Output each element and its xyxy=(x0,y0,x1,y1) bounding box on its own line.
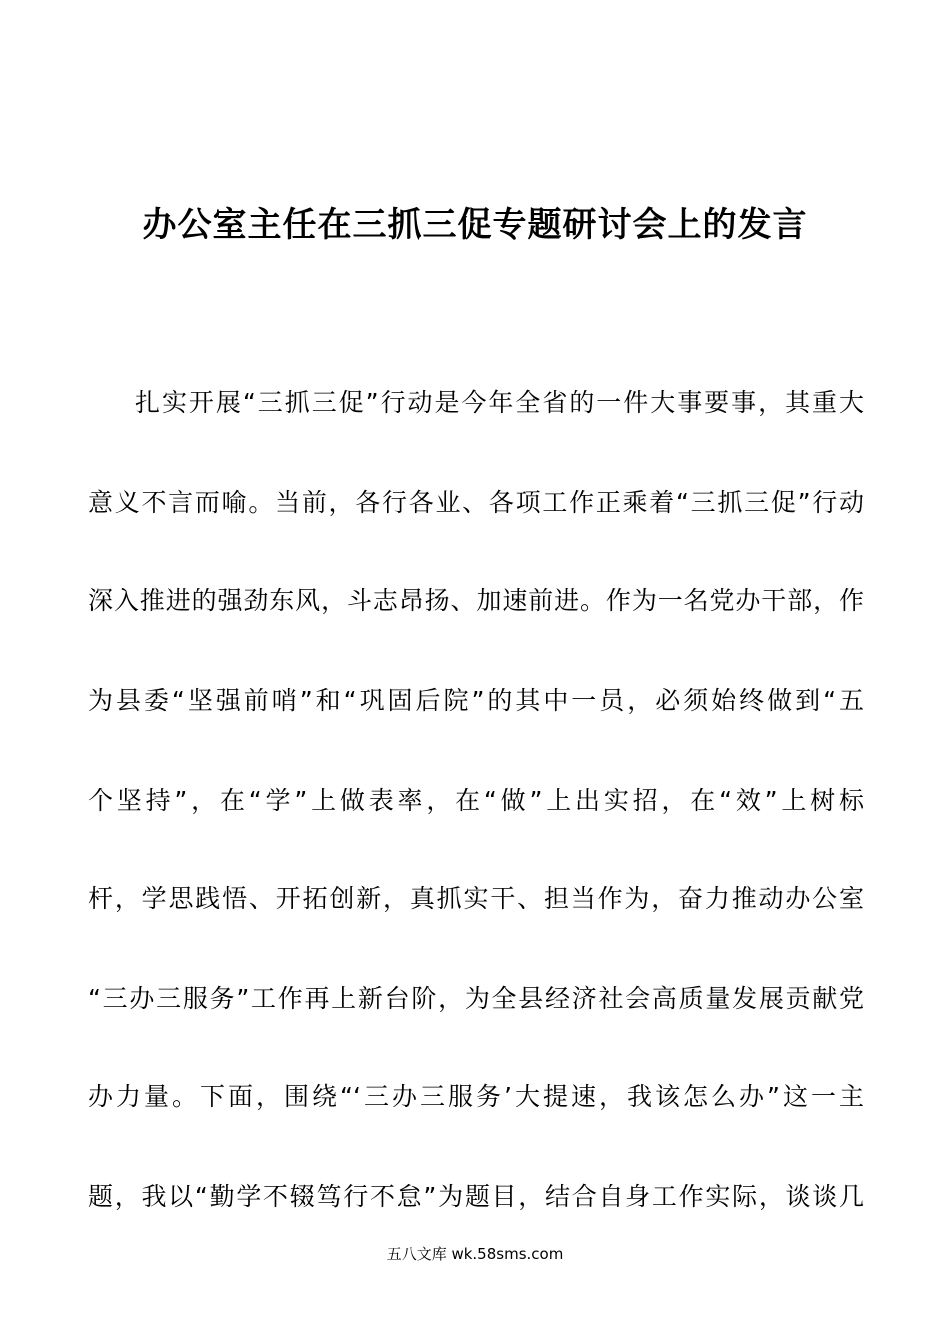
document-title: 办公室主任在三抓三促专题研讨会上的发言 xyxy=(142,205,808,245)
body-line: 题，我以“勤学不辍笃行不怠”为题目，结合自身工作实际，谈谈几 xyxy=(88,1182,864,1211)
body-line: 办力量。下面，围绕“‘三办三服务’大提速，我该怎么办”这一主 xyxy=(88,1082,864,1111)
body-line: 为县委“坚强前哨”和“巩固后院”的其中一员，必须始终做到“五 xyxy=(88,686,864,715)
body-line: 意义不言而喻。当前，各行各业、各项工作正乘着“三抓三促”行动 xyxy=(88,488,864,517)
body-line: 个坚持”，在“学”上做表率，在“做”上出实招，在“效”上树标 xyxy=(88,786,864,815)
body-line: 杆，学思践悟、开拓创新，真抓实干、担当作为，奋力推动办公室 xyxy=(88,884,864,913)
body-line: “三办三服务”工作再上新台阶，为全县经济社会高质量发展贡献党 xyxy=(88,984,864,1013)
body-line: 深入推进的强劲东风，斗志昂扬、加速前进。作为一名党办干部，作 xyxy=(88,586,864,615)
footer-watermark: 五八文库 wk.58sms.com xyxy=(386,1245,564,1263)
body-line: 扎实开展“三抓三促”行动是今年全省的一件大事要事，其重大 xyxy=(135,388,864,417)
